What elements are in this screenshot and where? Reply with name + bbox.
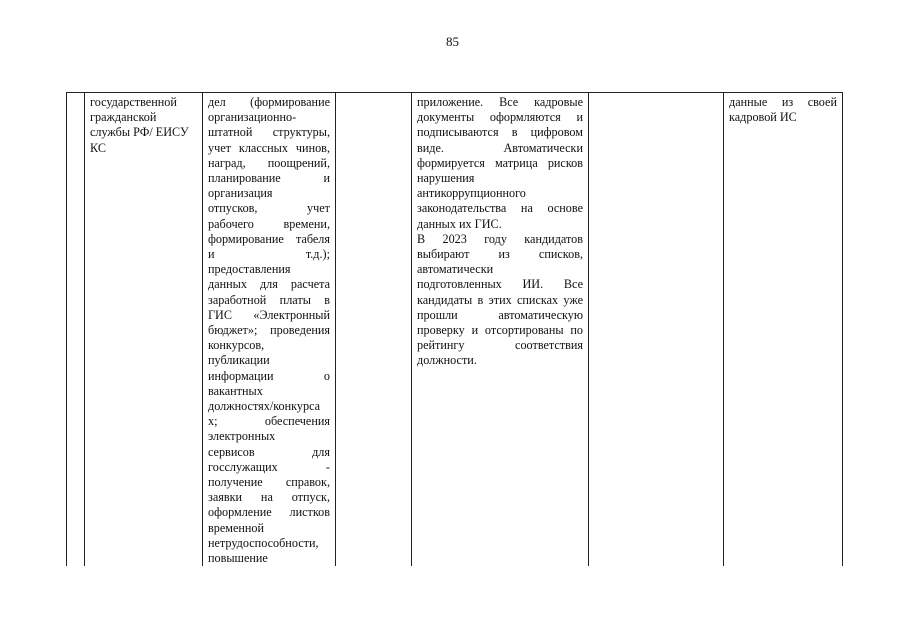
text-line: формируется матрица рисков	[417, 155, 583, 170]
text-line: прошли автоматическую	[417, 307, 583, 322]
text-line: сервисов для	[208, 444, 330, 459]
text-line: повышение	[208, 551, 268, 566]
text-line: учет классных чинов,	[208, 140, 330, 155]
text-line: и т.д.);	[208, 247, 330, 262]
text-line: госслужащих -	[208, 459, 330, 474]
text-line: получение справок,	[208, 475, 330, 490]
text-line: электронных	[208, 429, 276, 444]
cell-5-text	[417, 95, 583, 369]
text-line: виде. Автоматически	[417, 140, 583, 155]
text-line: должности.	[417, 353, 477, 368]
text-line: документы оформляются и	[417, 110, 583, 125]
text-line: организационно-	[208, 110, 297, 125]
text-line: наград, поощрений,	[208, 155, 330, 170]
text-line: формирование табеля	[208, 231, 330, 246]
text-line: вакантных	[208, 383, 263, 398]
text-line: публикации	[208, 353, 270, 368]
content-table	[66, 92, 843, 566]
text-line: дел (формирование	[208, 95, 330, 109]
table-cell-3	[203, 93, 336, 567]
text-line: проверку и отсортированы по	[417, 323, 583, 338]
text-line: рабочего времени,	[208, 216, 330, 231]
text-line: В 2023 году кандидатов	[417, 231, 583, 246]
text-line: рейтингу соответствия	[417, 338, 583, 353]
text-line: антикоррупционного	[417, 186, 526, 201]
text-line: КС	[90, 140, 106, 155]
text-line: х; обеспечения	[208, 414, 330, 429]
text-line: нетрудоспособности,	[208, 535, 319, 550]
text-line: организация	[208, 186, 273, 201]
text-line: кандидаты в этих списках уже	[417, 292, 583, 307]
text-line: законодательства на основе	[417, 201, 583, 216]
cell-7-text	[729, 95, 837, 125]
table-cell-1	[67, 93, 85, 567]
text-line: автоматически	[417, 262, 494, 277]
text-line: подготовленных ИИ. Все	[417, 277, 583, 292]
page-number: 85	[446, 34, 459, 49]
text-line: оформление листков	[208, 505, 330, 520]
text-line: заявки на отпуск,	[208, 490, 330, 505]
text-line: предоставления	[208, 262, 291, 277]
text-line: планирование и	[208, 171, 330, 186]
text-line: данных их ГИС.	[417, 216, 502, 231]
text-line: данные из своей	[729, 95, 837, 109]
text-line: информации о	[208, 368, 330, 383]
table-cell-4	[336, 93, 412, 567]
cell-2-text	[90, 95, 197, 156]
text-line: приложение. Все кадровые	[417, 95, 583, 109]
text-line: ГИС «Электронный	[208, 307, 330, 322]
text-line: штатной структуры,	[208, 125, 330, 140]
text-line: кадровой ИС	[729, 110, 797, 125]
text-line: гражданской	[90, 110, 157, 125]
cell-3-text	[208, 95, 330, 566]
text-line: отпусков, учет	[208, 201, 330, 216]
text-line: нарушения	[417, 171, 475, 186]
text-line: службы РФ/ ЕИСУ	[90, 125, 189, 140]
table-cell-2	[85, 93, 203, 567]
text-line: государственной	[90, 95, 177, 109]
table-cell-7	[724, 93, 843, 567]
text-line: временной	[208, 520, 265, 535]
table-cell-5	[412, 93, 589, 567]
table-row	[67, 93, 843, 567]
text-line: данных для расчета	[208, 277, 330, 292]
text-line: конкурсов,	[208, 338, 265, 353]
table-cell-6	[589, 93, 724, 567]
text-line: должностях/конкурса	[208, 399, 321, 414]
text-line: бюджет»; проведения	[208, 323, 330, 338]
text-line: заработной платы в	[208, 292, 330, 307]
text-line: подписываются в цифровом	[417, 125, 583, 140]
text-line: выбирают из списков,	[417, 247, 583, 262]
